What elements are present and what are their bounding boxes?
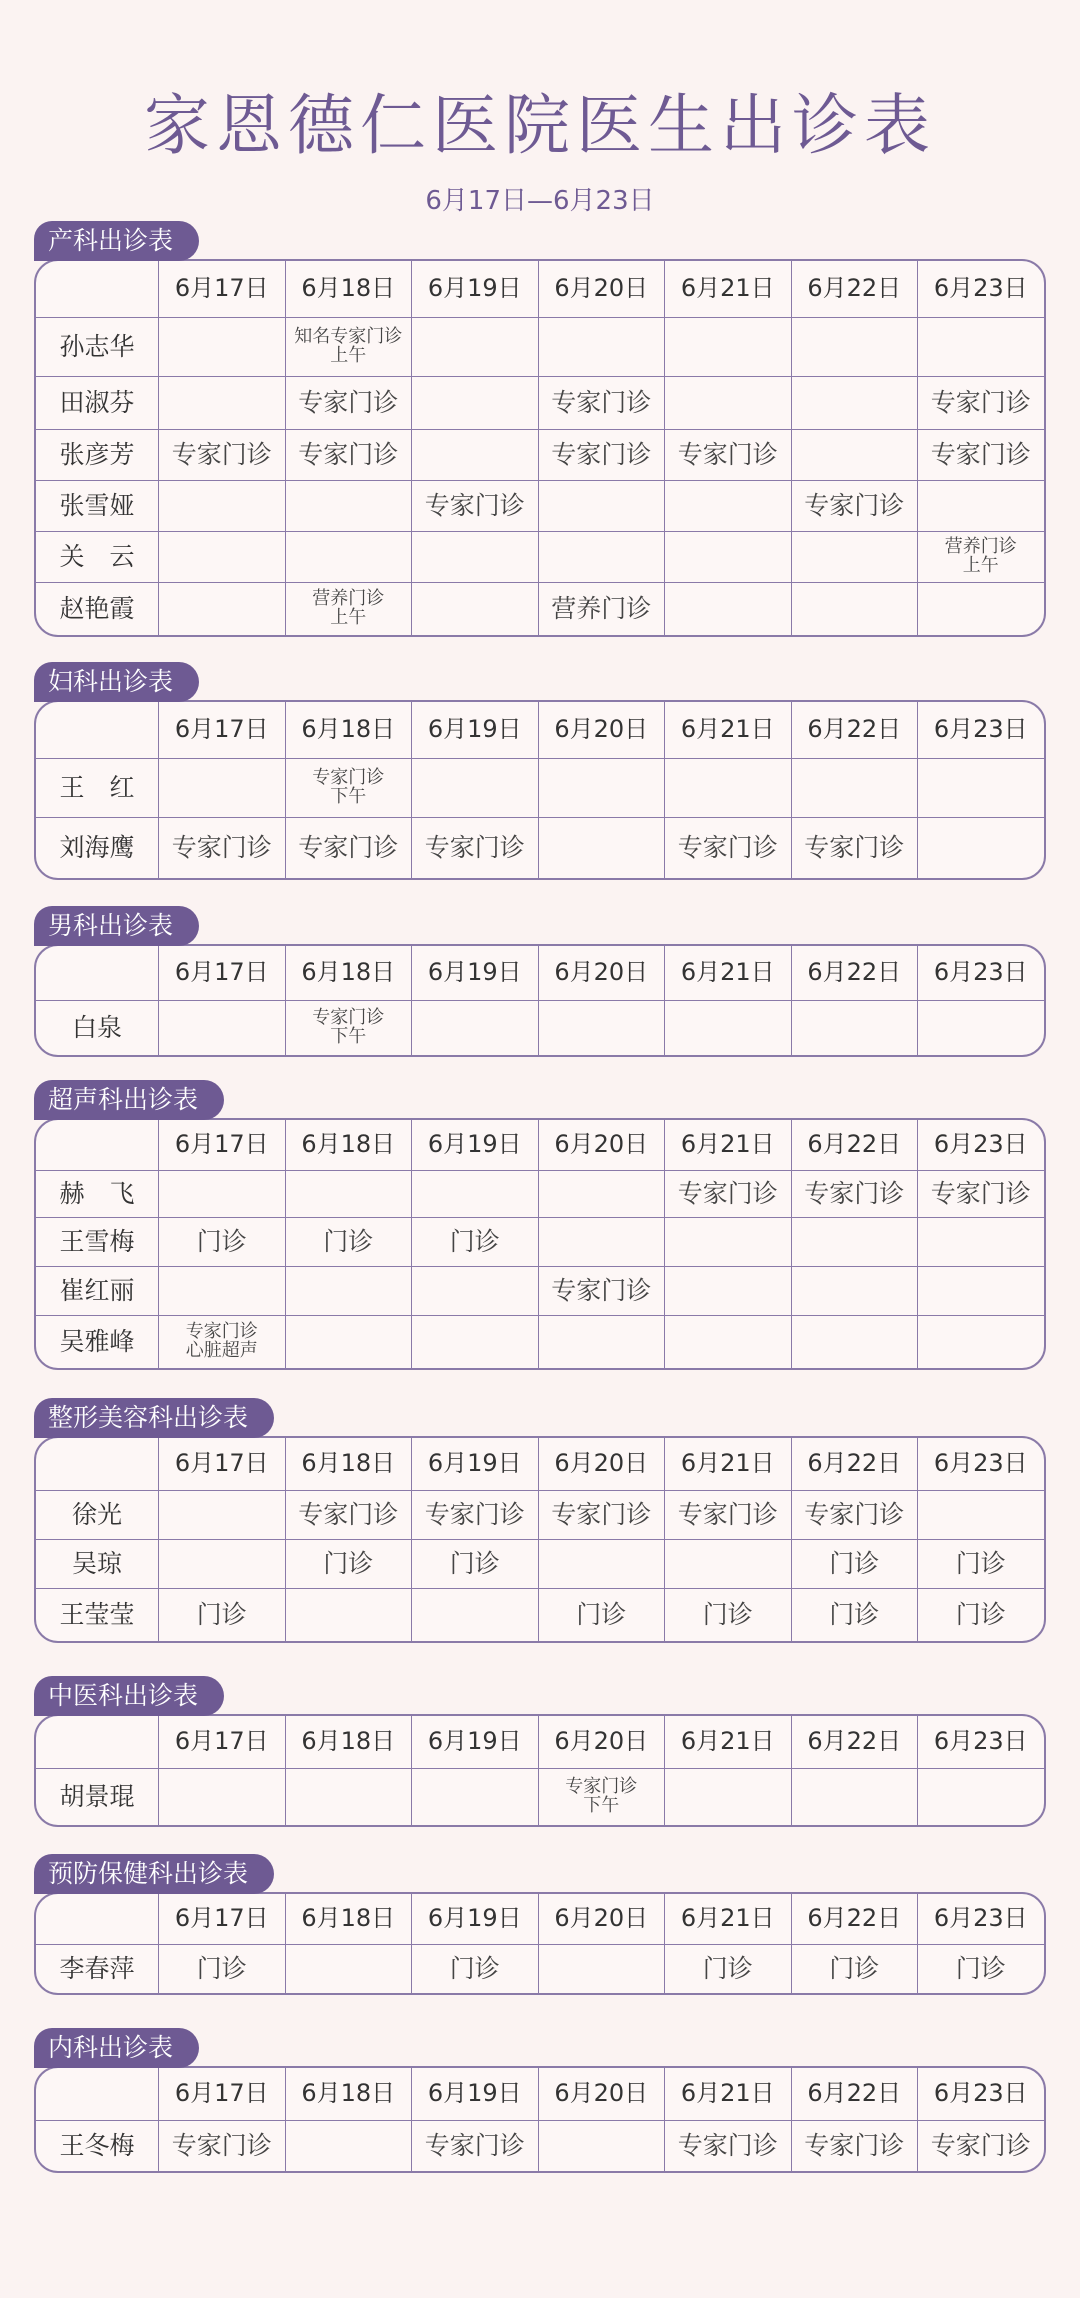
date-header-cell: 6月18日: [285, 261, 412, 317]
date-header-cell: 6月23日: [917, 1716, 1044, 1768]
table-row: [36, 1170, 1044, 1217]
schedule-cell: 知名专家门诊 上午: [285, 318, 412, 376]
schedule-cell: 门诊: [538, 1589, 665, 1641]
schedule-table: [34, 2066, 1046, 2173]
schedule-cell: [791, 1218, 918, 1266]
schedule-cell: [285, 1267, 412, 1315]
schedule-cell: [285, 1769, 412, 1825]
table-header-row: [36, 1120, 1044, 1170]
date-header-cell: 6月23日: [917, 1438, 1044, 1490]
schedule-cell: 专家门诊: [411, 2121, 538, 2171]
schedule-cell: 专家门诊: [285, 1491, 412, 1539]
schedule-table: [34, 1118, 1046, 1370]
schedule-cell: [664, 377, 791, 429]
date-header-cell: 6月18日: [285, 1894, 412, 1944]
schedule-cell: 专家门诊: [538, 430, 665, 480]
schedule-cell: [538, 1218, 665, 1266]
schedule-cell: [158, 1001, 285, 1055]
date-header-cell: 6月22日: [791, 702, 918, 758]
schedule-cell: [158, 583, 285, 635]
schedule-cell: 专家门诊 心脏超声: [158, 1316, 285, 1368]
schedule-cell: [158, 318, 285, 376]
section-5: [34, 1676, 1046, 1827]
date-header-cell: 6月21日: [664, 702, 791, 758]
schedule-cell: [664, 1001, 791, 1055]
doctor-name-cell: 胡景琨: [59, 1781, 135, 1811]
schedule-cell: 专家门诊: [664, 2121, 791, 2171]
schedule-cell: 专家门诊: [664, 430, 791, 480]
section-1: [34, 662, 1046, 880]
table-row: [36, 1266, 1044, 1315]
table-row: [36, 1000, 1044, 1055]
schedule-cell: [411, 759, 538, 817]
section-7: [34, 2028, 1046, 2173]
schedule-cell: 专家门诊: [664, 1491, 791, 1539]
doctor-name-cell: 刘海鹰: [59, 832, 135, 862]
doctor-name-cell: 赵艳霞: [59, 593, 135, 623]
schedule-cell: 专家门诊: [791, 481, 918, 531]
schedule-cell: 门诊: [791, 1589, 918, 1641]
schedule-cell: 门诊: [917, 1540, 1044, 1588]
schedule-cell: [538, 818, 665, 878]
schedule-table: [34, 1436, 1046, 1643]
schedule-cell: [158, 377, 285, 429]
schedule-cell: 专家门诊: [538, 377, 665, 429]
table-row: [36, 531, 1044, 582]
date-header-cell: 6月18日: [285, 2068, 412, 2120]
table-header-row: [36, 261, 1044, 317]
table-row: [36, 480, 1044, 531]
schedule-cell: [411, 1589, 538, 1641]
date-header-cell: 6月17日: [158, 1894, 285, 1944]
date-header-cell: 6月23日: [917, 1894, 1044, 1944]
schedule-cell: [664, 1316, 791, 1368]
date-header-cell: 6月19日: [411, 1894, 538, 1944]
schedule-cell: [285, 532, 412, 582]
table-row: [36, 582, 1044, 635]
date-header-cell: 6月17日: [158, 1120, 285, 1170]
schedule-cell: [664, 759, 791, 817]
schedule-cell: 专家门诊 下午: [285, 759, 412, 817]
date-header-cell: 6月18日: [285, 1438, 412, 1490]
date-header-cell: 6月19日: [411, 1438, 538, 1490]
schedule-cell: 营养门诊 上午: [917, 532, 1044, 582]
date-header-cell: 6月21日: [664, 1894, 791, 1944]
date-header-cell: 6月20日: [538, 946, 665, 1000]
section-title: 预防保健科出诊表: [34, 1854, 274, 1894]
schedule-cell: 专家门诊: [411, 481, 538, 531]
schedule-cell: [158, 1267, 285, 1315]
schedule-cell: [664, 1540, 791, 1588]
section-6: [34, 1854, 1046, 1995]
schedule-table: [34, 1714, 1046, 1827]
schedule-cell: [664, 1267, 791, 1315]
schedule-cell: [285, 481, 412, 531]
schedule-cell: [538, 759, 665, 817]
schedule-cell: [791, 377, 918, 429]
date-header-cell: 6月23日: [917, 261, 1044, 317]
section-title: 妇科出诊表: [34, 662, 199, 702]
schedule-cell: [411, 1769, 538, 1825]
schedule-cell: 营养门诊: [538, 583, 665, 635]
schedule-cell: [285, 1945, 412, 1993]
table-row: [36, 1315, 1044, 1368]
schedule-cell: [664, 318, 791, 376]
schedule-cell: 门诊: [411, 1945, 538, 1993]
doctor-name-cell: 孙志华: [59, 331, 135, 361]
section-title: 中医科出诊表: [34, 1676, 224, 1716]
table-header-row: [36, 1894, 1044, 1944]
table-header-row: [36, 2068, 1044, 2120]
doctor-name-cell: 白泉: [71, 1012, 122, 1042]
schedule-cell: [285, 1316, 412, 1368]
schedule-cell: [538, 1171, 665, 1217]
date-header-cell: 6月21日: [664, 1120, 791, 1170]
header-corner-cell: [36, 1120, 158, 1170]
schedule-cell: 专家门诊: [664, 818, 791, 878]
schedule-cell: [664, 1218, 791, 1266]
schedule-cell: 专家门诊: [285, 818, 412, 878]
schedule-table: [34, 259, 1046, 637]
schedule-cell: 专家门诊: [917, 1171, 1044, 1217]
schedule-cell: [917, 1267, 1044, 1315]
schedule-cell: 专家门诊: [158, 430, 285, 480]
schedule-cell: [791, 318, 918, 376]
table-row: [36, 758, 1044, 817]
schedule-cell: [538, 481, 665, 531]
section-2: [34, 906, 1046, 1057]
schedule-cell: [791, 1316, 918, 1368]
date-header-cell: 6月17日: [158, 261, 285, 317]
doctor-name-cell: 田淑芬: [59, 387, 135, 417]
schedule-cell: 门诊: [664, 1589, 791, 1641]
schedule-cell: [917, 481, 1044, 531]
schedule-cell: [285, 2121, 412, 2171]
schedule-cell: [158, 481, 285, 531]
date-header-cell: 6月22日: [791, 1894, 918, 1944]
doctor-name-cell: 关 云: [59, 541, 135, 571]
section-title: 男科出诊表: [34, 906, 199, 946]
schedule-cell: [917, 818, 1044, 878]
schedule-cell: [411, 583, 538, 635]
schedule-cell: [411, 1001, 538, 1055]
schedule-cell: 门诊: [411, 1218, 538, 1266]
schedule-cell: 专家门诊: [411, 818, 538, 878]
schedule-cell: 专家门诊: [917, 430, 1044, 480]
table-row: [36, 1490, 1044, 1539]
schedule-cell: [917, 759, 1044, 817]
date-header-cell: 6月19日: [411, 1716, 538, 1768]
header-corner-cell: [36, 702, 158, 758]
schedule-cell: [411, 377, 538, 429]
date-header-cell: 6月20日: [538, 261, 665, 317]
table-header-row: [36, 702, 1044, 758]
date-header-cell: 6月23日: [917, 1120, 1044, 1170]
date-header-cell: 6月17日: [158, 2068, 285, 2120]
date-header-cell: 6月20日: [538, 1120, 665, 1170]
table-row: [36, 1768, 1044, 1825]
doctor-name-cell: 王 红: [59, 772, 135, 802]
section-4: [34, 1398, 1046, 1643]
date-header-cell: 6月20日: [538, 1438, 665, 1490]
schedule-cell: 门诊: [664, 1945, 791, 1993]
schedule-cell: [411, 1267, 538, 1315]
section-title: 产科出诊表: [34, 221, 199, 261]
table-row: [36, 1944, 1044, 1993]
schedule-cell: 门诊: [411, 1540, 538, 1588]
doctor-name-cell: 吴雅峰: [59, 1326, 135, 1356]
schedule-cell: [411, 532, 538, 582]
schedule-cell: [538, 1316, 665, 1368]
schedule-cell: [158, 1171, 285, 1217]
schedule-cell: 专家门诊: [664, 1171, 791, 1217]
schedule-cell: 专家门诊: [285, 430, 412, 480]
schedule-table: [34, 1892, 1046, 1995]
schedule-cell: [791, 532, 918, 582]
table-row: [36, 1539, 1044, 1588]
schedule-cell: 专家门诊: [791, 1171, 918, 1217]
table-row: [36, 1217, 1044, 1266]
schedule-cell: [791, 1769, 918, 1825]
schedule-cell: 专家门诊 下午: [285, 1001, 412, 1055]
date-header-cell: 6月21日: [664, 2068, 791, 2120]
doctor-name-cell: 王雪梅: [59, 1226, 135, 1256]
section-0: [34, 221, 1046, 637]
header-corner-cell: [36, 1438, 158, 1490]
schedule-cell: [664, 583, 791, 635]
schedule-cell: [158, 1540, 285, 1588]
doctor-name-cell: 崔红丽: [59, 1275, 135, 1305]
date-header-cell: 6月19日: [411, 702, 538, 758]
date-header-cell: 6月19日: [411, 261, 538, 317]
date-header-cell: 6月22日: [791, 946, 918, 1000]
schedule-cell: 专家门诊: [917, 377, 1044, 429]
section-title: 超声科出诊表: [34, 1080, 224, 1120]
date-header-cell: 6月19日: [411, 1120, 538, 1170]
date-header-cell: 6月21日: [664, 1438, 791, 1490]
date-header-cell: 6月20日: [538, 2068, 665, 2120]
schedule-table: [34, 944, 1046, 1057]
date-header-cell: 6月23日: [917, 702, 1044, 758]
date-header-cell: 6月22日: [791, 2068, 918, 2120]
schedule-cell: [411, 1171, 538, 1217]
doctor-name-cell: 张雪娅: [59, 490, 135, 520]
doctor-name-cell: 张彦芳: [59, 439, 135, 469]
schedule-cell: [791, 759, 918, 817]
schedule-cell: 专家门诊: [538, 1491, 665, 1539]
schedule-cell: [538, 532, 665, 582]
date-header-cell: 6月23日: [917, 946, 1044, 1000]
schedule-cell: [411, 318, 538, 376]
schedule-cell: [664, 1769, 791, 1825]
header-corner-cell: [36, 946, 158, 1000]
header-corner-cell: [36, 2068, 158, 2120]
schedule-cell: [917, 1769, 1044, 1825]
date-header-cell: 6月23日: [917, 2068, 1044, 2120]
schedule-cell: [538, 318, 665, 376]
date-header-cell: 6月19日: [411, 946, 538, 1000]
date-header-cell: 6月19日: [411, 2068, 538, 2120]
schedule-cell: 专家门诊: [917, 2121, 1044, 2171]
table-row: [36, 2120, 1044, 2171]
doctor-name-cell: 吴琼: [71, 1548, 122, 1578]
header-corner-cell: [36, 1716, 158, 1768]
date-header-cell: 6月20日: [538, 1716, 665, 1768]
section-title: 整形美容科出诊表: [34, 1398, 274, 1438]
date-header-cell: 6月22日: [791, 1438, 918, 1490]
table-header-row: [36, 946, 1044, 1000]
page-title: 家恩德仁医院医生出诊表: [144, 87, 936, 164]
schedule-cell: [158, 1769, 285, 1825]
table-row: [36, 317, 1044, 376]
schedule-cell: [791, 583, 918, 635]
table-row: [36, 376, 1044, 429]
doctor-name-cell: 李春萍: [59, 1953, 135, 1983]
date-header-cell: 6月17日: [158, 946, 285, 1000]
doctor-name-cell: 赫 飞: [59, 1178, 135, 1208]
schedule-cell: 专家门诊: [538, 1267, 665, 1315]
date-header-cell: 6月22日: [791, 261, 918, 317]
date-header-cell: 6月18日: [285, 1120, 412, 1170]
schedule-cell: 门诊: [285, 1218, 412, 1266]
date-header-cell: 6月18日: [285, 946, 412, 1000]
doctor-name-cell: 徐光: [71, 1499, 122, 1529]
schedule-cell: 专家门诊: [158, 818, 285, 878]
schedule-cell: [538, 2121, 665, 2171]
schedule-cell: 专家门诊: [158, 2121, 285, 2171]
schedule-cell: 门诊: [158, 1945, 285, 1993]
schedule-cell: 门诊: [158, 1218, 285, 1266]
schedule-cell: [917, 583, 1044, 635]
section-3: [34, 1080, 1046, 1370]
schedule-cell: 门诊: [285, 1540, 412, 1588]
schedule-cell: 门诊: [791, 1945, 918, 1993]
schedule-cell: [538, 1001, 665, 1055]
table-row: [36, 817, 1044, 878]
schedule-cell: 门诊: [917, 1589, 1044, 1641]
date-header-cell: 6月22日: [791, 1120, 918, 1170]
schedule-cell: [538, 1540, 665, 1588]
header-corner-cell: [36, 1894, 158, 1944]
doctor-name-cell: 王莹莹: [59, 1599, 135, 1629]
schedule-cell: [411, 430, 538, 480]
section-title: 内科出诊表: [34, 2028, 199, 2068]
schedule-cell: [664, 532, 791, 582]
schedule-cell: [285, 1589, 412, 1641]
date-header-cell: 6月20日: [538, 1894, 665, 1944]
schedule-cell: 门诊: [791, 1540, 918, 1588]
date-header-cell: 6月21日: [664, 1716, 791, 1768]
schedule-table: [34, 700, 1046, 880]
schedule-cell: 专家门诊: [411, 1491, 538, 1539]
schedule-cell: [917, 1316, 1044, 1368]
schedule-cell: [285, 1171, 412, 1217]
schedule-cell: 门诊: [917, 1945, 1044, 1993]
date-header-cell: 6月18日: [285, 702, 412, 758]
schedule-cell: [917, 318, 1044, 376]
schedule-cell: 专家门诊: [791, 1491, 918, 1539]
table-header-row: [36, 1716, 1044, 1768]
schedule-cell: 专家门诊 下午: [538, 1769, 665, 1825]
schedule-cell: [158, 532, 285, 582]
schedule-cell: 专家门诊: [285, 377, 412, 429]
schedule-cell: 专家门诊: [791, 2121, 918, 2171]
date-header-cell: 6月21日: [664, 946, 791, 1000]
schedule-cell: 门诊: [158, 1589, 285, 1641]
schedule-cell: [664, 481, 791, 531]
schedule-cell: 营养门诊 上午: [285, 583, 412, 635]
schedule-cell: [917, 1218, 1044, 1266]
table-row: [36, 1588, 1044, 1641]
date-header-cell: 6月21日: [664, 261, 791, 317]
date-range: 6月17日—6月23日: [425, 186, 655, 216]
date-header-cell: 6月17日: [158, 702, 285, 758]
header-corner-cell: [36, 261, 158, 317]
schedule-cell: [791, 1267, 918, 1315]
schedule-cell: [917, 1491, 1044, 1539]
schedule-cell: 专家门诊: [791, 818, 918, 878]
schedule-cell: [917, 1001, 1044, 1055]
date-header-cell: 6月18日: [285, 1716, 412, 1768]
table-row: [36, 429, 1044, 480]
date-header-cell: 6月22日: [791, 1716, 918, 1768]
doctor-name-cell: 王冬梅: [59, 2130, 135, 2160]
schedule-cell: [411, 1316, 538, 1368]
date-header-cell: 6月20日: [538, 702, 665, 758]
date-header-cell: 6月17日: [158, 1438, 285, 1490]
schedule-cell: [791, 430, 918, 480]
table-header-row: [36, 1438, 1044, 1490]
date-header-cell: 6月17日: [158, 1716, 285, 1768]
schedule-cell: [791, 1001, 918, 1055]
schedule-cell: [158, 1491, 285, 1539]
schedule-cell: [538, 1945, 665, 1993]
schedule-cell: [158, 759, 285, 817]
